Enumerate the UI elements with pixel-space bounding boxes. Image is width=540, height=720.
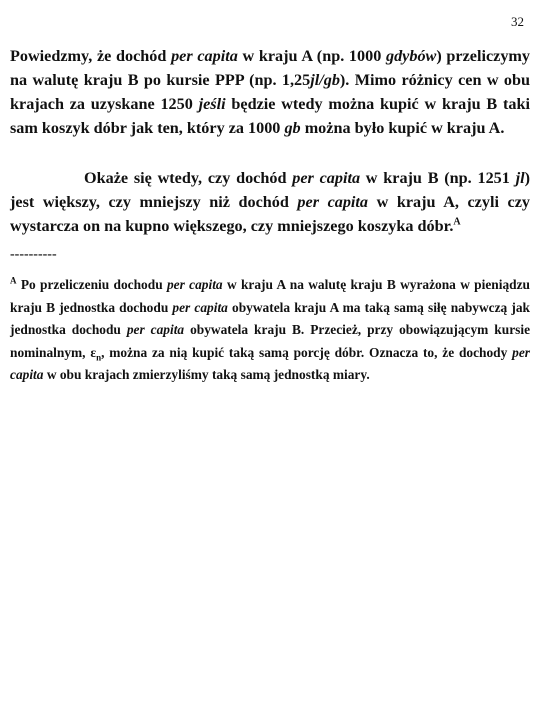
footnote-marker: A [10, 275, 17, 286]
page-number: 32 [511, 14, 524, 29]
paragraph-1: Powiedzmy, że dochód per capita w kraju A (np. 1000 gdybów) przeliczymy na walutę kraju B po kursie PPP (np. 1,25jl/gb). Mimo różnicy cen w obu krajach za uzyskane 1250 jeśli będzie wtedy można kupić w kraju B taki sam koszyk dóbr jak ten, który za 1000 gb można było kupić w kraju A. [10, 47, 531, 137]
footnote-separator: ---------- [10, 247, 57, 262]
footnote-reference: A [453, 216, 461, 228]
paragraph-2: Okaże się wtedy, czy dochód per capita w kraju B (np. 1251 jl) jest większy, czy mniejszy niż dochód per capita w kraju A, czyli czy wystarcza on na kupno większego, czy mniejszego koszyka dóbr.$^A$ [10, 169, 531, 235]
footnote: $^A$ Po przeliczeniu dochodu per capita w kraju A na walutę kraju B wyrażona w pieniądzu kraju B jednostka dochodu per capita obywatela kraju A ma taką samą siłę nabywczą jak jednostka dochodu per capita obywatela kraju B. Przecież, przy obowiązującym kursie nominalnym, $\varepsilon_n$, można za nią kupić taką samą porcję dóbr. Oznacza to, że dochody per capita w obu krajach zmierzyliśmy taką samą jednostką miary. [10, 275, 531, 382]
